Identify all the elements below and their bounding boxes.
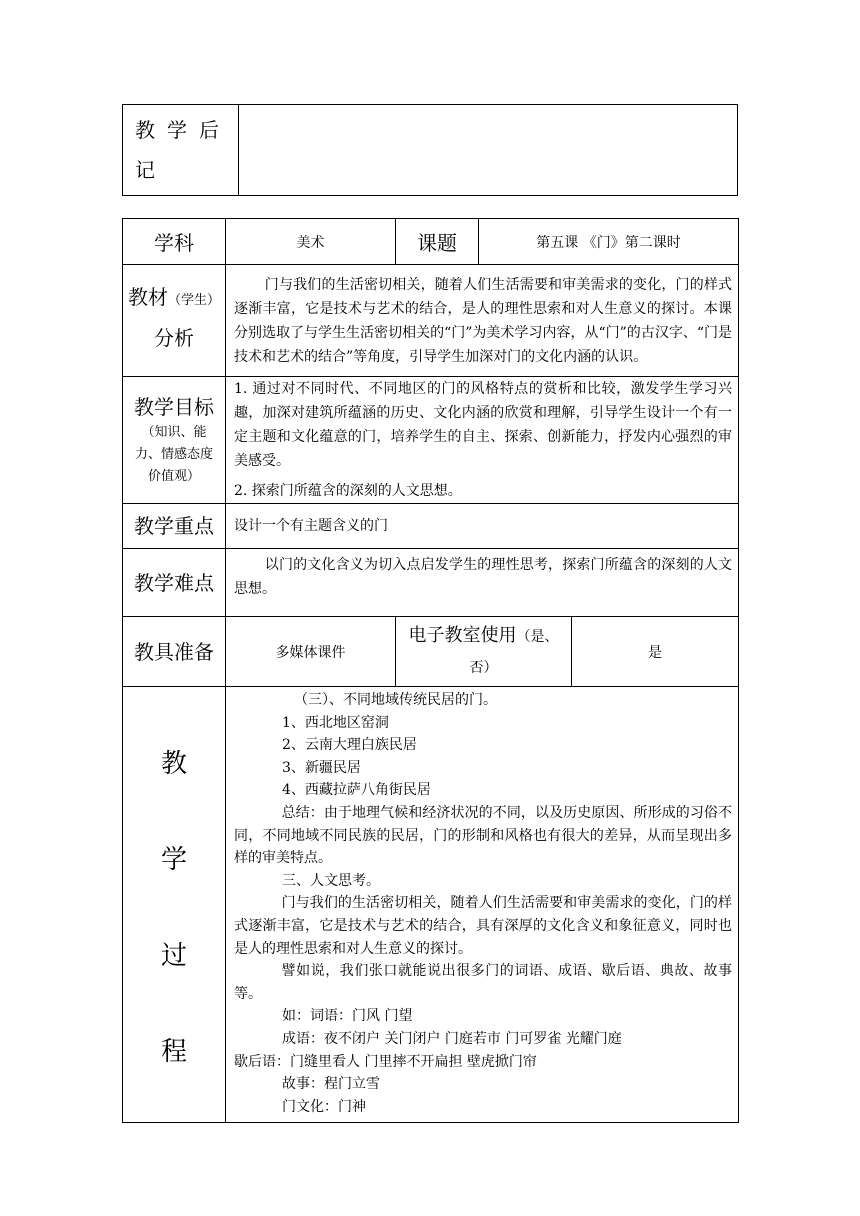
analysis-label — [123, 265, 226, 377]
process-line: 3、新疆民居 — [282, 759, 361, 776]
classroom-label — [396, 617, 572, 687]
subject-value: 美术 — [226, 219, 396, 265]
process-line: 歇后语：门缝里看人 门里摔不开扁担 壁虎掀门帘 — [234, 1053, 537, 1070]
process-line: （三）、不同地域传统民居的门。 — [294, 692, 497, 708]
process-line: 总结：由于地理气候和经济状况的不同，以及历史原因、所形成的习俗不同，不同地域不同民族的民居，门的形制和风格也有很大的差异，从而呈现出多样的审美特点。 — [234, 804, 733, 867]
goals-label-sub1: （知识、能 — [141, 425, 207, 440]
process-line: 1、西北地区窑洞 — [282, 714, 389, 731]
difficulty-text: 以门的文化含义为切入点启发学生的理性思考，探索门所蕴含的深刻的人文思想。 — [226, 549, 739, 617]
goals-label — [123, 377, 226, 504]
goals-label-sub2: 力、情感态度 — [134, 447, 213, 462]
goals-text — [226, 377, 739, 504]
analysis-label-line2: 分析 — [154, 325, 194, 350]
difficulty-label: 教学难点 — [123, 549, 226, 617]
lesson-plan-table — [122, 218, 739, 1123]
classroom-label-main: 电子教室使用 — [408, 624, 517, 646]
analysis-label-main: 教材 — [127, 284, 168, 309]
process-line: 三、人文思考。 — [282, 872, 380, 889]
goals-item-2: 2. 探索门所蕴含的深刻的人文思想。 — [234, 483, 462, 499]
tools-label: 教具准备 — [123, 617, 226, 687]
goals-label-sub3: 价值观） — [147, 469, 200, 484]
process-line: 成语：夜不闭户 关门闭户 门庭若市 门可罗雀 光耀门庭 — [282, 1030, 622, 1047]
postscript-label-line2: 记 — [135, 158, 167, 182]
key-point-text: 设计一个有主题含义的门 — [226, 504, 739, 549]
tools-value: 多媒体课件 — [226, 617, 396, 687]
postscript-label-line1: 教学后 — [135, 118, 231, 142]
key-point-label: 教学重点 — [123, 504, 226, 549]
process-line: 2、云南大理白族民居 — [282, 737, 417, 754]
goals-label-main: 教学目标 — [134, 395, 214, 419]
postscript-label — [123, 105, 239, 196]
process-label — [123, 687, 226, 1123]
process-line: 门与我们的生活密切相关，随着人们生活需要和审美需求的变化，门的样式逐渐丰富，它是技术与艺术的结合，具有深厚的文化含义和象征意义，同时也是人的理性思索和对人生意义的探讨。 — [234, 895, 733, 957]
process-line: 4、西藏拉萨八角街民居 — [282, 782, 431, 799]
process-label-char-3: 过 — [160, 940, 187, 971]
classroom-label-small1: （是、 — [516, 628, 559, 645]
topic-value: 第五课 《门》第二课时 — [479, 219, 739, 265]
topic-label: 课题 — [396, 219, 479, 265]
classroom-label-small2: 否） — [469, 659, 498, 676]
subject-label: 学科 — [123, 219, 226, 265]
process-content — [226, 687, 739, 1123]
process-line: 故事：程门立雪 — [282, 1076, 380, 1093]
process-label-char-1: 教 — [160, 748, 187, 779]
process-label-char-4: 程 — [160, 1036, 187, 1067]
process-line: 门文化：门神 — [282, 1098, 366, 1115]
analysis-label-small: （学生） — [167, 292, 220, 308]
process-line: 如：词语：门风 门望 — [282, 1008, 413, 1025]
process-label-char-2: 学 — [160, 844, 187, 875]
classroom-value: 是 — [572, 617, 739, 687]
analysis-text: 门与我们的生活密切相关，随着人们生活需要和审美需求的变化，门的样式逐渐丰富，它是技术与艺术的结合，是人的理性思索和对人生意义的探讨。本课分别选取了与学生生活密切相关的“门”为美术学习内容，从“门”的古汉字、“门是技术和艺术的结合”等角度，引导学生加深对门的文化内涵的认识。 — [226, 265, 739, 377]
postscript-content — [239, 105, 738, 196]
goals-item-1: 1. 通过对不同时代、不同地区的门的风格特点的赏析和比较，激发学生学习兴趣，加深对建筑所蕴涵的历史、文化内涵的欣赏和理解，引导学生设计一个有一定主题和文化蕴意的门，培养学生的自主、探索、创新能力，抒发内心强烈的审美感受。 — [234, 381, 733, 469]
postscript-table — [122, 104, 738, 196]
process-line: 譬如说，我们张口就能说出很多门的词语、成语、歇后语、典故、故事等。 — [234, 963, 733, 1002]
